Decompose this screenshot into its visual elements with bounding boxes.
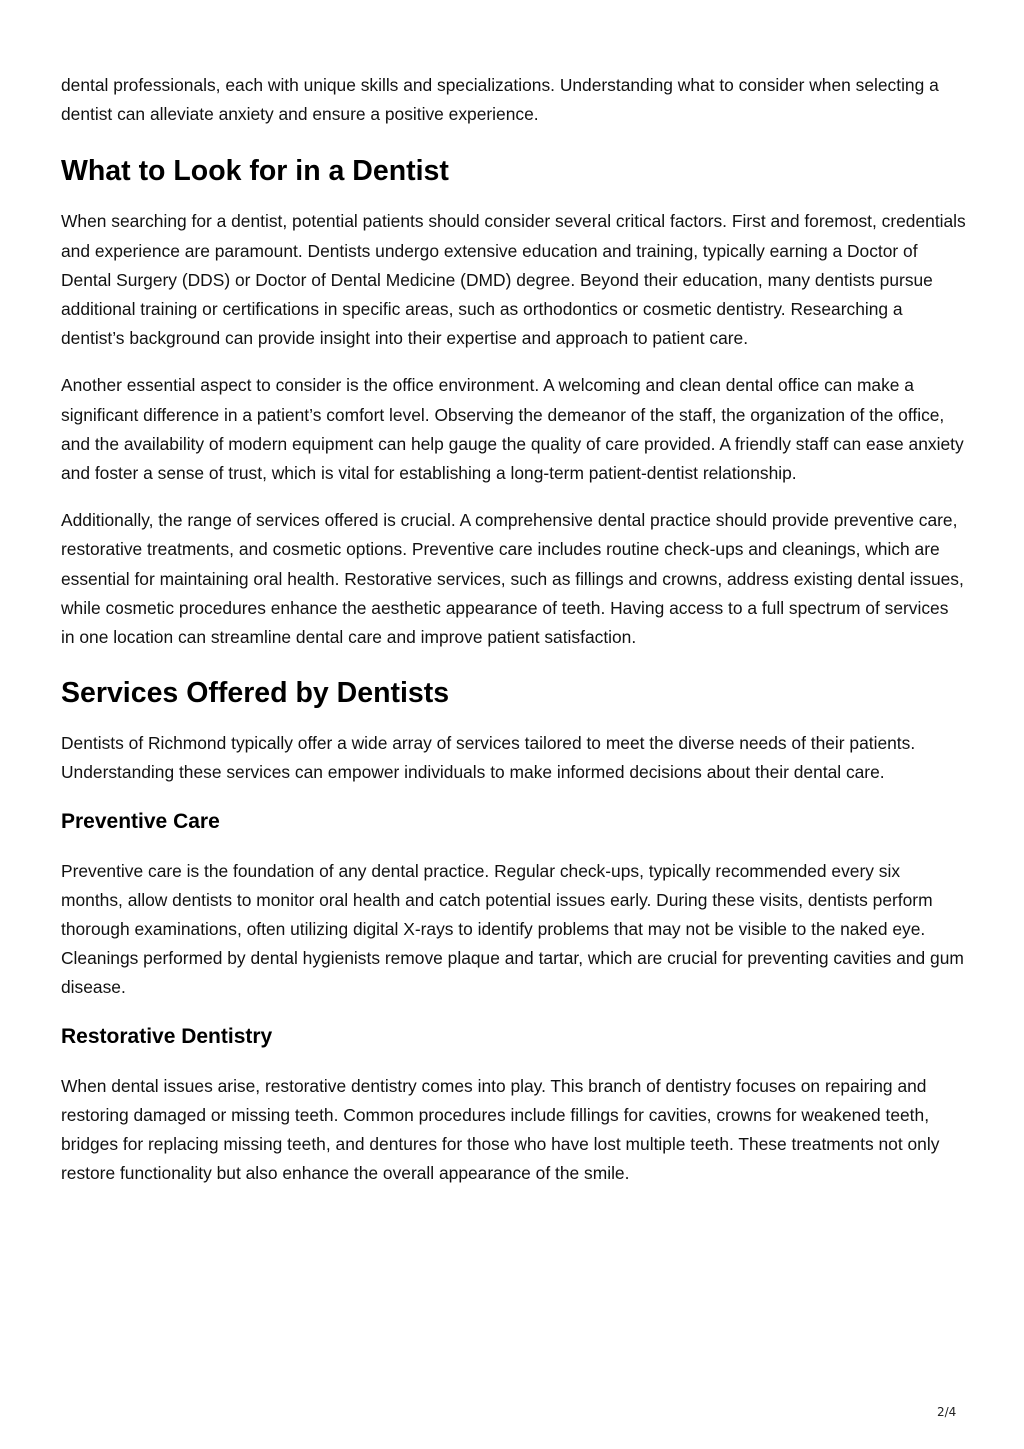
heading-restorative-dentistry: Restorative Dentistry	[61, 1024, 273, 1048]
look-for-paragraph-1: When searching for a dentist, potential patients should consider several critical factors. First and foremost, credentials and experience are paramount. Dentists undergo extensive education and training, typically earning a Doctor of Dental Surgery (DDS) or Doctor of Dental Medicine (DMD) degree. Beyond their education, many dentists pursue additional training or certifications in specific areas, such as orthodontics or cosmetic dentistry. Researching a dentist’s background can provide insight into their expertise and approach to patient care.	[61, 211, 966, 349]
intro-paragraph: dental professionals, each with unique skills and specializations. Understanding what to consider when selecting a dentist can alleviate anxiety and ensure a positive experience.	[61, 75, 939, 125]
restorative-dentistry-paragraph: When dental issues arise, restorative dentistry comes into play. This branch of dentistry focuses on repairing and restoring damaged or missing teeth. Common procedures include fillings for cavities, crowns for weakened teeth, bridges for replacing missing teeth, and dentures for those who have lost multiple teeth. These treatments not only restore functionality but also enhance the overall appearance of the smile.	[61, 1075, 940, 1184]
document-page	[61, 71, 966, 1188]
heading-services-offered: Services Offered by Dentists	[61, 677, 450, 710]
services-intro-paragraph: Dentists of Richmond typically offer a wide array of services tailored to meet the diverse needs of their patients. Understanding these services can empower individuals to make informed decisions about their dental care.	[61, 733, 916, 783]
heading-preventive-care: Preventive Care	[61, 809, 220, 833]
page-number: 2/4	[937, 1405, 957, 1419]
preventive-care-paragraph: Preventive care is the foundation of any dental practice. Regular check-ups, typically recommended every six months, allow dentists to monitor oral health and catch potential issues early. During these visits, dentists perform thorough examinations, often utilizing digital X-rays to identify problems that may not be visible to the naked eye. Cleanings performed by dental hygienists remove plaque and tartar, which are crucial for preventing cavities and gum disease.	[61, 860, 964, 998]
look-for-paragraph-3: Additionally, the range of services offered is crucial. A comprehensive dental practice should provide preventive care, restorative treatments, and cosmetic options. Preventive care includes routine check-ups and cleanings, which are essential for maintaining oral health. Restorative services, such as fillings and crowns, address existing dental issues, while cosmetic procedures enhance the aesthetic appearance of teeth. Having access to a full spectrum of services in one location can streamline dental care and improve patient satisfaction.	[61, 510, 964, 648]
heading-what-to-look-for: What to Look for in a Dentist	[61, 155, 449, 188]
look-for-paragraph-2: Another essential aspect to consider is the office environment. A welcoming and clean dental office can make a significant difference in a patient’s comfort level. Observing the demeanor of the staff, the organization of the office, and the availability of modern equipment can help gauge the quality of care provided. A friendly staff can ease anxiety and foster a sense of trust, which is vital for establishing a long-term patient-dentist relationship.	[61, 375, 964, 484]
